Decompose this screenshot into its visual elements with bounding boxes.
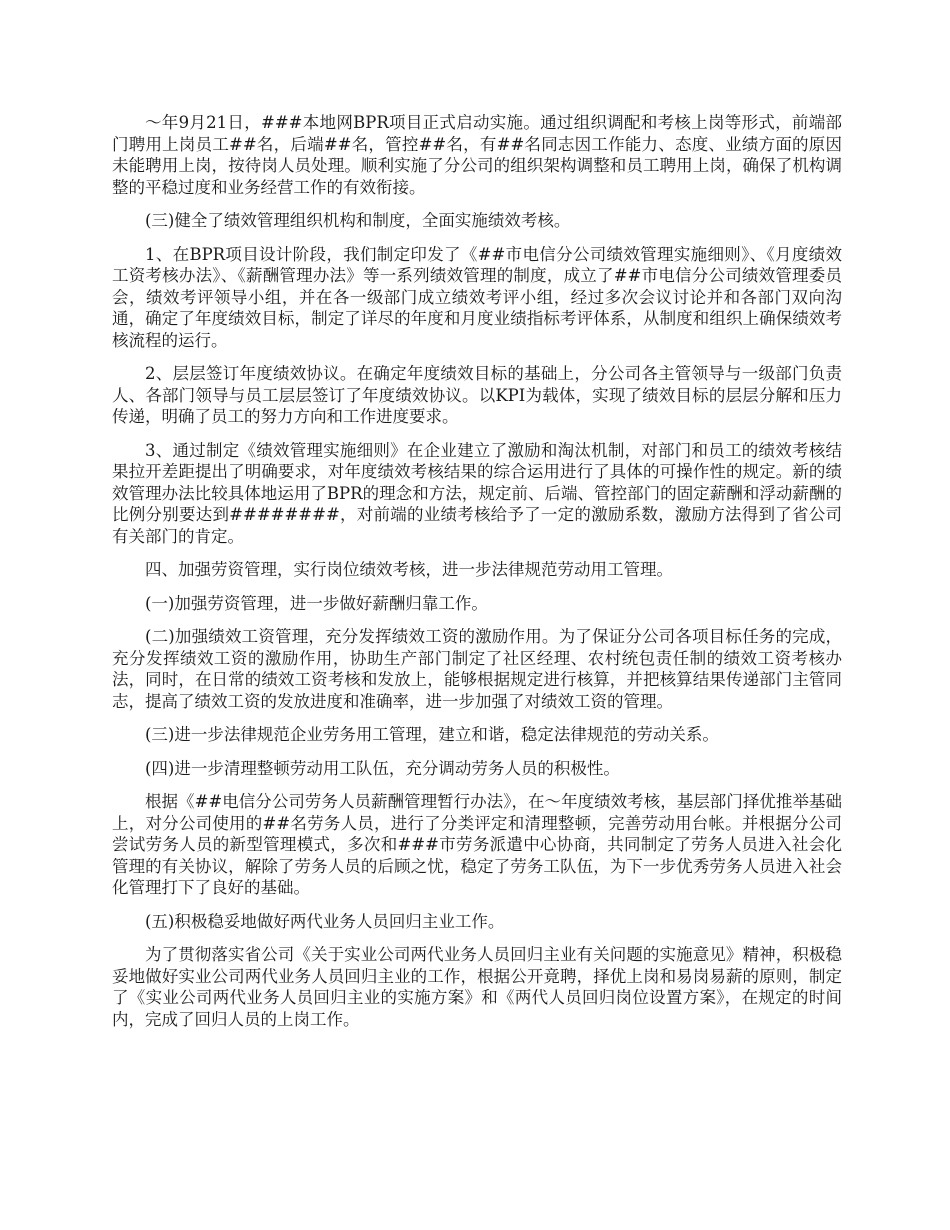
- subheading-labor-team-rectification: (四)进一步清理整顿劳动用工队伍，充分调动劳务人员的积极性。: [145, 758, 620, 778]
- paragraph-incentive-mechanism: 3、通过制定《绩效管理实施细则》在企业建立了激励和淘汰机制，对部门和员工的绩效考核结果拉开差距提出了明确要求，对年度绩效考核结果的综合运用进行了具体的可操作性的规定。新的绩效管理办法比较具体地运用了BPR的理念和方法，规定前、后端、管控部门的固定薪酬和浮动薪酬的比例分别要达到########，对前端的业绩考核给予了一定的激励系数，激励方法得到了省公司有关部门的肯定。: [112, 440, 842, 546]
- subheading-salary-alignment: (一)加强劳资管理，进一步做好薪酬归靠工作。: [145, 593, 488, 613]
- section-heading-performance-system: (三)健全了绩效管理组织机构和制度，全面实施绩效考核。: [145, 211, 571, 230]
- paragraph-performance-pay: (二)加强绩效工资管理，充分发挥绩效工资的激励作用。为了保证分公司各项目标任务的完成，充分发挥绩效工资的激励作用，协助生产部门制定了社区经理、农村统包责任制的绩效工资考核办法，同时，在日常的绩效工资考核和发放上，能够根据规定进行核算，并把核算结果传递部门主管同志，提高了绩效工资的发放进度和准确率，进一步加强了对绩效工资的管理。: [112, 627, 842, 711]
- document-body: [112, 112, 842, 1042]
- paragraph-return-implementation: 为了贯彻落实省公司《关于实业公司两代业务人员回归主业有关问题的实施意见》精神，积极稳妥地做好实业公司两代业务人员回归主业的工作，根据公开竟聘，择优上岗和易岗易薪的原则，制定了《实业公司两代业务人员回归主业的实施方案》和《两代人员回归岗位设置方案》，在规定的时间内，完成了回归人员的上岗工作。: [112, 945, 842, 1029]
- paragraph-labor-staff: 根据《##电信分公司劳务人员薪酬管理暂行办法》，在～年度绩效考核，基层部门择优推举基础上，对分公司使用的##名劳务人员，进行了分类评定和清理整顿，完善劳动用台帐。并根据分公司尝试劳务人员的新型管理模式，多次和###市劳务派遣中心协商，共同制定了劳务人员进入社会化管理的有关协议，解除了劳务人员的后顾之忧，稳定了劳务工队伍，为下一步优秀劳务人员进入社会化管理打下了良好的基础。: [112, 792, 842, 897]
- paragraph-performance-rules: 1、在BPR项目设计阶段，我们制定印发了《##市电信分公司绩效管理实施细则》、《月度绩效工资考核办法》、《薪酬管理办法》等一系列绩效管理的制度，成立了##市电信分公司绩效管理委员会，绩效考评领导小组，并在各一级部门成立绩效考评小组，经过多次会议讨论并和各部门双向沟通，确定了年度绩效目标，制定了详尽的年度和月度业绩指标考评体系，从制度和组织上确保绩效考核流程的运行。: [112, 244, 842, 350]
- paragraph-performance-agreement: 2、层层签订年度绩效协议。在确定年度绩效目标的基础上，分公司各主管领导与一级部门负责人、各部门领导与员工层层签订了年度绩效协议。以KPI为载体，实现了绩效目标的层层分解和压力传递，明确了员工的努力方向和工作进度要求。: [112, 364, 842, 426]
- paragraph-bpr-launch: ～年9月21日，###本地网BPR项目正式启动实施。通过组织调配和考核上岗等形式，前端部门聘用上岗员工##名，后端##名，管控##名，有##名同志因工作能力、态度、业绩方面的原因未能聘用上岗，按待岗人员处理。顺利实施了分公司的组织架构调整和员工聘用上岗，确保了机构调整的平稳过度和业务经营工作的有效衔接。: [112, 113, 842, 197]
- subheading-return-to-main-business: (五)积极稳妥地做好两代业务人员回归主业工作。: [145, 911, 505, 931]
- section-heading-labor-management: 四、加强劳资管理，实行岗位绩效考核，进一步法律规范劳动用工管理。: [145, 560, 673, 579]
- subheading-labor-relations: (三)进一步法律规范企业劳务用工管理，建立和谐，稳定法律规范的劳动关系。: [145, 725, 719, 744]
